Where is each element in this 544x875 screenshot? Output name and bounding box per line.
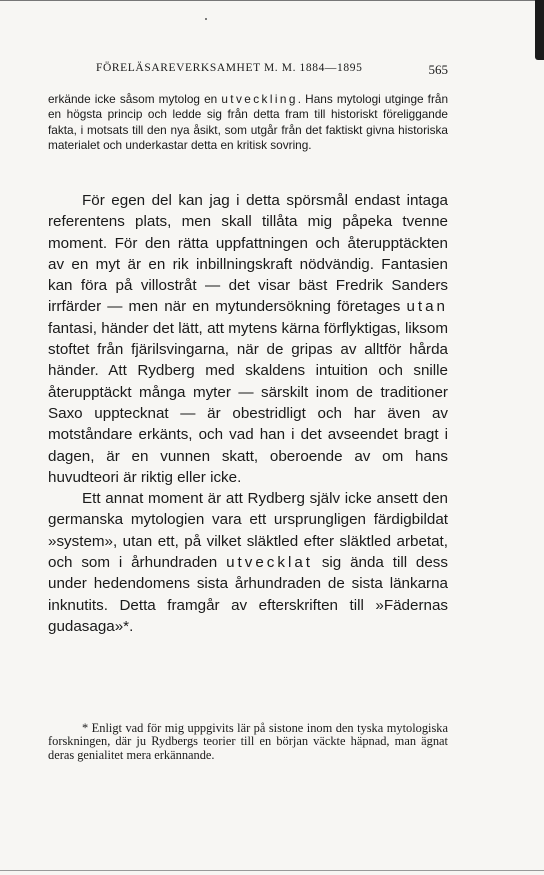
paragraph-2-text: Ett annat moment är att Rydberg själv icke ansett den germanska mytologien vara ett ursprungligen färdigbildat »system», utan ett, på vilket släktled efter släktled arbetat, och som i århundraden bbox=[48, 490, 448, 572]
continued-paragraph-text: erkände icke såsom mytolog en bbox=[48, 92, 222, 106]
scan-bottom-edge bbox=[0, 870, 544, 871]
page-number: 565 bbox=[428, 62, 448, 77]
paragraph-2-emphasis: utvecklat bbox=[226, 554, 313, 572]
paragraph-1-emphasis: utan bbox=[406, 298, 448, 316]
running-head-title: FÖRELÄSAREVERKSAMHET M. M. 1884—1895 bbox=[96, 62, 363, 74]
scan-speck bbox=[205, 18, 207, 20]
body-text bbox=[48, 190, 448, 637]
footnote bbox=[48, 722, 448, 762]
paragraph-1-text-end: fantasi, händer det lätt, att mytens kärna förflyktigas, liksom stoftet från fjärilsvingarna, när de gripas av alltför hårda händer. Att Rydberg med skaldens intuition och snille återupptäckt många myter — särskilt inom de traditioner Saxo upptecknat — är obestridligt och har även av motståndare erkänts, och vad han i det avseendet bragt i dagen, är en vunnen skatt, oberoende av om hans huvudteori är riktig eller icke. bbox=[48, 319, 448, 486]
footnote-text: * Enligt vad för mig uppgivits lär på sistone inom den tyska mytologiska forskningen, där ju Rydbergs teorier till en början väckte häpnad, man ägnat deras genialitet mera erkännande. bbox=[48, 721, 448, 762]
paragraph-1 bbox=[48, 190, 448, 488]
paragraph-1-text: För egen del kan jag i detta spörsmål endast intaga referentens plats, men skall tillåta mig påpeka tvenne moment. För den rätta uppfattningen och återupptäckten av en myt är en rik inbillningskraft nödvändig. Fantasien kan föra på villostråt — det visar bäst Fredrik Sanders irrfärder — men när en mytundersökning företages bbox=[48, 192, 448, 316]
scan-top-edge bbox=[0, 0, 544, 1]
continued-paragraph-emphasis: utveckling bbox=[221, 92, 298, 106]
paragraph-2 bbox=[48, 488, 448, 637]
continued-paragraph-text-end: . Hans mytologi utginge från en högsta princip och ledde sig från detta fram till historiskt föreliggande fakta, i motsats till den nya åsikt, som utgår från det faktiskt givna historiska materialet och underkastar detta en kritisk sovring. bbox=[48, 92, 449, 152]
continued-paragraph bbox=[48, 92, 448, 153]
scan-binding-shadow bbox=[535, 0, 544, 60]
paragraph-2-text-end: sig ända till dess under hedendomens sista århundraden de sista länkarna inknutits. Detta framgår av efterskriften till »Fädernas gudasaga»*. bbox=[48, 554, 448, 635]
